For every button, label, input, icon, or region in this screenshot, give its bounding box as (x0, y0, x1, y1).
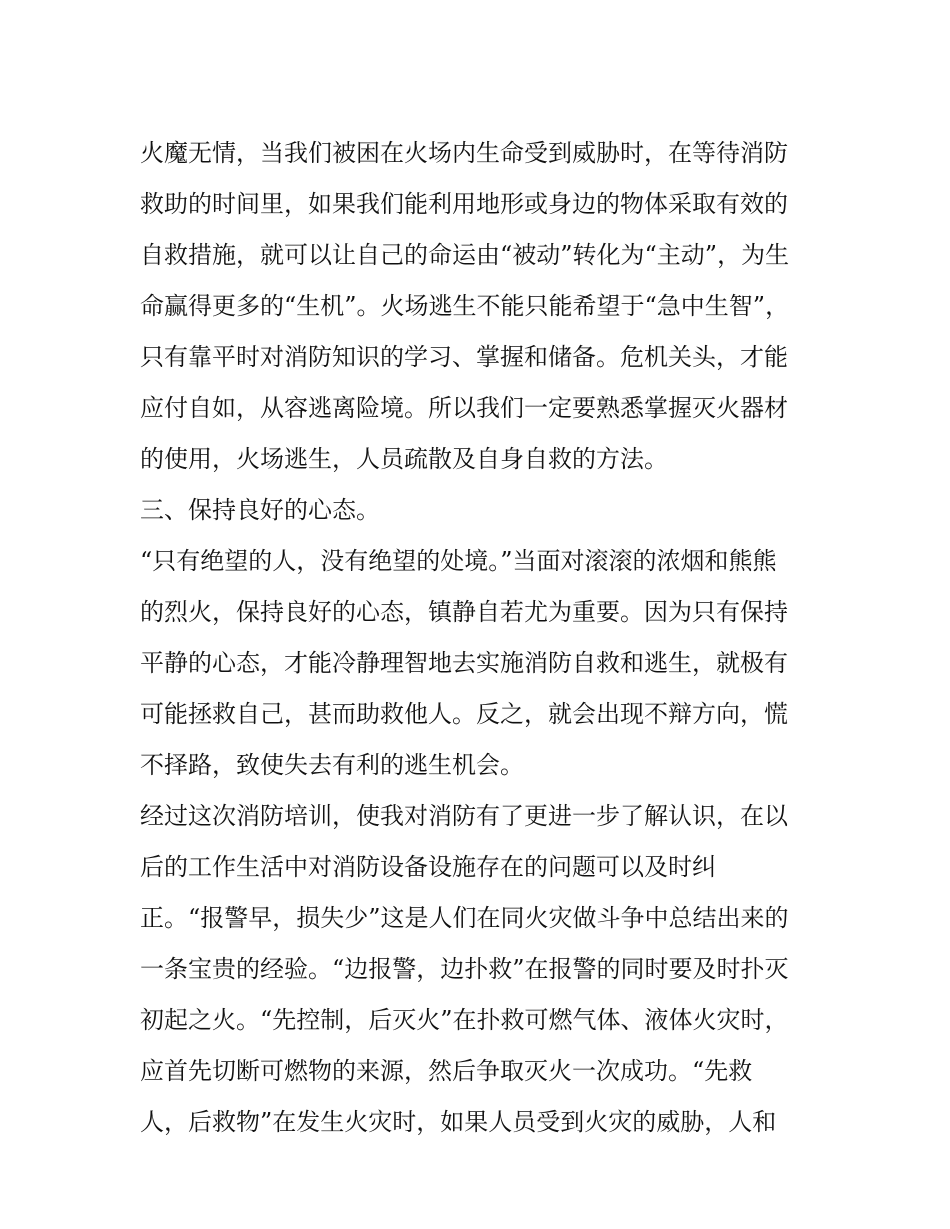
text-line: 不择路，致使失去有利的逃生机会。 (140, 751, 524, 779)
text-line: 可能拯救自己，甚而助救他人。反之，就会出现不辩方向，慌 (140, 700, 788, 728)
text-line: 初起之火。“先控制，后灭火”在扑救可燃气体、液体火灾时， (140, 1006, 789, 1034)
section-heading: 三、保持良好的心态。 (140, 496, 380, 524)
text-line: 一条宝贵的经验。“边报警，边扑救”在报警的同时要及时扑灭 (140, 955, 789, 983)
document-body (140, 128, 820, 1148)
text-line: 应付自如，从容逃离险境。所以我们一定要熟悉掌握灭火器材 (140, 394, 788, 422)
text-line: 正。“报警早，损失少”这是人们在同火灾做斗争中总结出来的 (140, 904, 789, 932)
text-line: 命赢得更多的“生机”。火场逃生不能只能希望于“急中生智”， (140, 292, 790, 320)
text-line: 救助的时间里，如果我们能利用地形或身边的物体采取有效的 (140, 190, 788, 218)
text-line: “只有绝望的人，没有绝望的处境。”当面对滚滚的浓烟和熊熊 (140, 547, 777, 575)
text-line: 经过这次消防培训，使我对消防有了更进一步了解认识，在以 (140, 802, 788, 830)
text-line: 自救措施，就可以让自己的命运由“被动”转化为“主动”，为生 (140, 241, 790, 269)
text-line: 人，后救物”在发生火灾时，如果人员受到火灾的威胁，人和 (140, 1108, 777, 1136)
text-line: 火魔无情，当我们被困在火场内生命受到威胁时，在等待消防 (140, 139, 788, 167)
text-line: 平静的心态，才能冷静理智地去实施消防自救和逃生，就极有 (140, 649, 788, 677)
text-line: 应首先切断可燃物的来源，然后争取灭火一次成功。“先救 (140, 1057, 753, 1085)
text-line: 只有靠平时对消防知识的学习、掌握和储备。危机关头，才能 (140, 343, 788, 371)
text-line: 的使用，火场逃生，人员疏散及自身自救的方法。 (140, 445, 668, 473)
text-line: 的烈火，保持良好的心态，镇静自若尤为重要。因为只有保持 (140, 598, 788, 626)
text-line: 后的工作生活中对消防设备设施存在的问题可以及时纠 (140, 853, 716, 881)
